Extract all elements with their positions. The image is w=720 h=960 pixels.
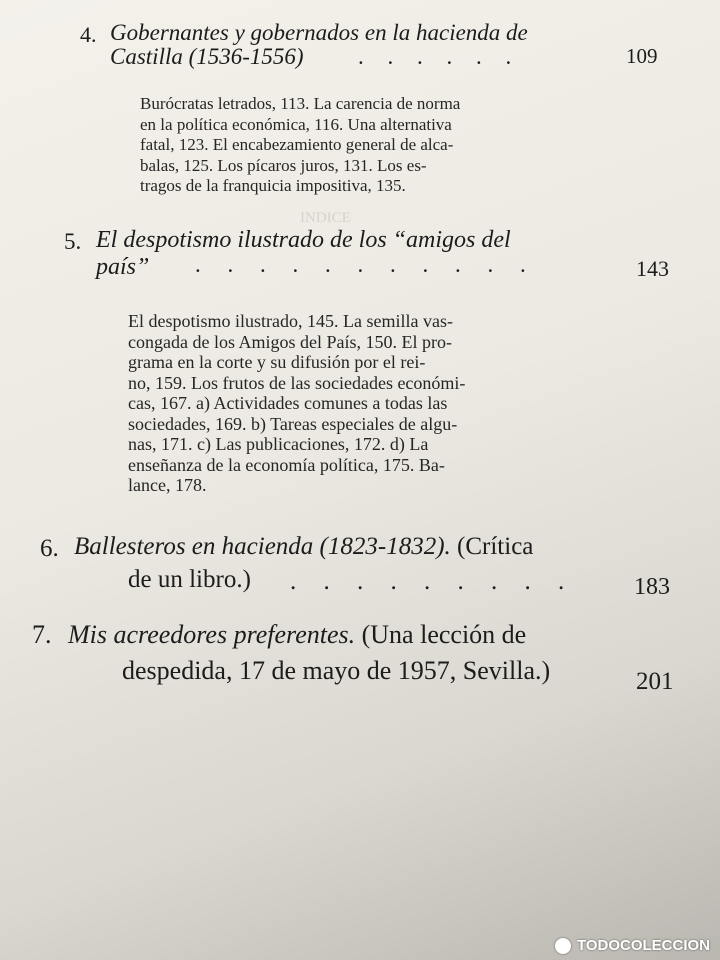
summary-line: sociedades, 169. b) Tareas especiales de algu- bbox=[128, 413, 458, 434]
entry-title-note: (Crítica bbox=[450, 533, 534, 560]
entry-title-line-1: Gobernantes y gobernados en la hacienda de bbox=[110, 20, 528, 45]
summary-line: enseñanza de la economía política, 175. Ba- bbox=[128, 454, 445, 475]
entry-title-note: (Una lección de bbox=[355, 620, 527, 649]
page-number: 183 bbox=[634, 574, 670, 600]
entry-number: 5. bbox=[64, 229, 82, 254]
summary-line: Burócratas letrados, 113. La carencia de norma bbox=[140, 94, 461, 113]
page-number: 143 bbox=[636, 256, 669, 281]
leader-dots: . . . . . . . . . bbox=[290, 568, 565, 595]
summary-line: fatal, 123. El encabezamiento general de alca- bbox=[140, 135, 454, 154]
summary-line: cas, 167. a) Actividades comunes a todas las bbox=[128, 393, 448, 413]
entry-number: 6. bbox=[40, 535, 59, 562]
page-number: 201 bbox=[636, 668, 674, 695]
watermark-logo bbox=[555, 937, 710, 954]
leader-dots: . . . . . . bbox=[358, 44, 512, 69]
entry-title-italic: Ballesteros en hacienda (1823-1832). bbox=[74, 533, 451, 560]
logo-icon bbox=[555, 938, 571, 954]
summary-line: grama en la corte y su difusión por el rei- bbox=[128, 352, 426, 372]
summary-line: balas, 125. Los pícaros juros, 131. Los es- bbox=[140, 155, 427, 175]
summary-line: no, 159. Los frutos de las sociedades económi- bbox=[128, 372, 466, 393]
summary-line: El despotismo ilustrado, 145. La semilla vas- bbox=[128, 311, 453, 331]
entry-number: 4. bbox=[80, 22, 97, 47]
watermark-text: TODOCOLECCION bbox=[576, 937, 710, 954]
entry-summary bbox=[128, 311, 465, 496]
entry-number: 7. bbox=[32, 620, 52, 649]
summary-line: tragos de la franquicia impositiva, 135. bbox=[140, 176, 406, 195]
entry-title-line-2: de un libro.) bbox=[128, 566, 251, 593]
summary-line: congada de los Amigos del País, 150. El pro- bbox=[128, 331, 452, 352]
bleed-through-text: INDICE bbox=[300, 210, 351, 226]
entry-title-line-1 bbox=[74, 533, 533, 561]
summary-line: en la política económica, 116. Una alternativa bbox=[140, 114, 452, 134]
entry-title-line-2: Castilla (1536-1556) bbox=[110, 44, 304, 69]
entry-title-line-2: despedida, 17 de mayo de 1957, Sevilla.) bbox=[122, 656, 551, 685]
page-number: 109 bbox=[626, 44, 658, 68]
entry-title-line-1 bbox=[68, 620, 526, 650]
entry-summary bbox=[140, 94, 460, 197]
entry-title-line-1: El despotismo ilustrado de los “amigos del bbox=[96, 227, 511, 253]
entry-title-italic: Mis acreedores preferentes. bbox=[68, 620, 356, 649]
summary-line: nas, 171. c) Las publicaciones, 172. d) La bbox=[128, 434, 429, 454]
entry-title-line-2: país” bbox=[96, 254, 150, 280]
leader-dots: . . . . . . . . . . . bbox=[195, 252, 526, 277]
summary-line: lance, 178. bbox=[128, 475, 207, 495]
